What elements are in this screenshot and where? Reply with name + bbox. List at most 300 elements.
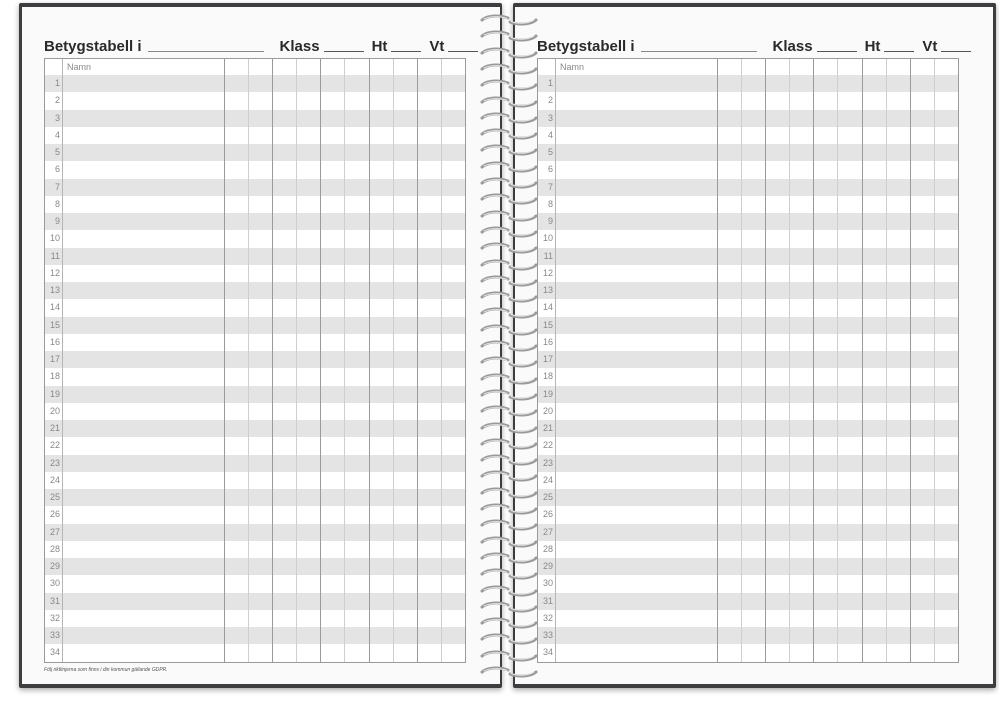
- grade-cell[interactable]: [935, 127, 958, 144]
- grade-cell[interactable]: [370, 282, 394, 299]
- grade-cell[interactable]: [321, 282, 345, 299]
- grade-cell[interactable]: [249, 317, 273, 334]
- grade-cell[interactable]: [790, 558, 814, 575]
- grade-cell[interactable]: [345, 437, 369, 454]
- name-cell[interactable]: [63, 627, 225, 644]
- grade-cell[interactable]: [370, 558, 394, 575]
- grade-cell[interactable]: [887, 213, 911, 230]
- grade-cell[interactable]: [370, 299, 394, 316]
- grade-cell[interactable]: [718, 213, 742, 230]
- grade-cell[interactable]: [718, 368, 742, 385]
- grade-cell[interactable]: [370, 144, 394, 161]
- grade-cell[interactable]: [742, 472, 766, 489]
- grade-cell[interactable]: [838, 610, 862, 627]
- grade-cell[interactable]: [297, 472, 321, 489]
- name-cell[interactable]: [63, 127, 225, 144]
- grade-cell[interactable]: [742, 213, 766, 230]
- grade-cell[interactable]: [370, 351, 394, 368]
- grade-cell[interactable]: [273, 299, 297, 316]
- name-cell[interactable]: [63, 92, 225, 109]
- grade-cell[interactable]: [766, 248, 790, 265]
- grade-cell[interactable]: [370, 541, 394, 558]
- grade-cell[interactable]: [249, 179, 273, 196]
- grade-cell[interactable]: [249, 230, 273, 247]
- grade-cell[interactable]: [887, 110, 911, 127]
- grade-cell[interactable]: [297, 317, 321, 334]
- grade-cell[interactable]: [742, 558, 766, 575]
- grade-cell[interactable]: [345, 541, 369, 558]
- grade-cell[interactable]: [863, 472, 887, 489]
- grade-cell[interactable]: [273, 282, 297, 299]
- grade-cell[interactable]: [321, 386, 345, 403]
- grade-cell[interactable]: [345, 282, 369, 299]
- grade-cell[interactable]: [321, 196, 345, 213]
- grade-cell[interactable]: [766, 644, 790, 661]
- grade-cell[interactable]: [814, 368, 838, 385]
- grade-cell[interactable]: [321, 92, 345, 109]
- grade-cell[interactable]: [321, 506, 345, 523]
- grade-cell[interactable]: [911, 248, 935, 265]
- grade-cell[interactable]: [225, 75, 249, 92]
- grade-cell[interactable]: [418, 437, 442, 454]
- grade-cell[interactable]: [345, 213, 369, 230]
- grade-cell[interactable]: [345, 455, 369, 472]
- grade-cell[interactable]: [838, 213, 862, 230]
- grade-cell[interactable]: [887, 627, 911, 644]
- grade-cell[interactable]: [370, 196, 394, 213]
- grade-cell[interactable]: [790, 317, 814, 334]
- grade-cell[interactable]: [766, 127, 790, 144]
- grade-cell[interactable]: [887, 92, 911, 109]
- grade-cell[interactable]: [321, 265, 345, 282]
- grade-cell[interactable]: [394, 299, 418, 316]
- grade-cell[interactable]: [742, 386, 766, 403]
- grade-cell[interactable]: [394, 506, 418, 523]
- grade-cell[interactable]: [321, 420, 345, 437]
- grade-cell[interactable]: [249, 506, 273, 523]
- grade-cell[interactable]: [418, 524, 442, 541]
- grade-cell[interactable]: [766, 403, 790, 420]
- grade-cell[interactable]: [838, 575, 862, 592]
- grade-cell[interactable]: [766, 351, 790, 368]
- grade-cell[interactable]: [273, 230, 297, 247]
- grade-cell[interactable]: [370, 644, 394, 661]
- grade-cell[interactable]: [345, 524, 369, 541]
- grade-cell[interactable]: [321, 368, 345, 385]
- name-cell[interactable]: [556, 248, 718, 265]
- name-cell[interactable]: [63, 541, 225, 558]
- grade-cell[interactable]: [935, 317, 958, 334]
- grade-cell[interactable]: [297, 386, 321, 403]
- grade-cell[interactable]: [742, 248, 766, 265]
- grade-cell[interactable]: [225, 489, 249, 506]
- grade-cell[interactable]: [345, 144, 369, 161]
- grade-cell[interactable]: [766, 265, 790, 282]
- grade-cell[interactable]: [911, 161, 935, 178]
- grade-cell[interactable]: [838, 248, 862, 265]
- grade-cell[interactable]: [394, 351, 418, 368]
- grade-cell[interactable]: [911, 92, 935, 109]
- grade-cell[interactable]: [790, 196, 814, 213]
- grade-cell[interactable]: [418, 472, 442, 489]
- name-cell[interactable]: [556, 558, 718, 575]
- grade-cell[interactable]: [766, 161, 790, 178]
- grade-cell[interactable]: [225, 265, 249, 282]
- grade-cell[interactable]: [321, 455, 345, 472]
- grade-cell[interactable]: [742, 541, 766, 558]
- grade-cell[interactable]: [249, 213, 273, 230]
- grade-cell[interactable]: [742, 179, 766, 196]
- grade-cell[interactable]: [935, 610, 958, 627]
- grade-cell[interactable]: [249, 282, 273, 299]
- grade-cell[interactable]: [911, 334, 935, 351]
- grade-cell[interactable]: [935, 368, 958, 385]
- grade-cell[interactable]: [297, 282, 321, 299]
- grade-cell[interactable]: [718, 524, 742, 541]
- grade-cell[interactable]: [442, 506, 465, 523]
- grade-cell[interactable]: [766, 282, 790, 299]
- grade-cell[interactable]: [394, 489, 418, 506]
- grade-cell[interactable]: [814, 127, 838, 144]
- grade-cell[interactable]: [863, 299, 887, 316]
- grade-cell[interactable]: [766, 110, 790, 127]
- grade-cell[interactable]: [321, 593, 345, 610]
- grade-cell[interactable]: [838, 317, 862, 334]
- grade-cell[interactable]: [742, 110, 766, 127]
- grade-cell[interactable]: [273, 144, 297, 161]
- name-cell[interactable]: [556, 92, 718, 109]
- grade-cell[interactable]: [442, 282, 465, 299]
- grade-cell[interactable]: [742, 368, 766, 385]
- grade-cell[interactable]: [766, 455, 790, 472]
- name-cell[interactable]: [556, 265, 718, 282]
- grade-cell[interactable]: [442, 644, 465, 661]
- grade-cell[interactable]: [442, 472, 465, 489]
- grade-cell[interactable]: [442, 627, 465, 644]
- grade-cell[interactable]: [297, 75, 321, 92]
- grade-cell[interactable]: [418, 593, 442, 610]
- grade-cell[interactable]: [249, 644, 273, 661]
- grade-cell[interactable]: [911, 455, 935, 472]
- grade-cell[interactable]: [742, 127, 766, 144]
- grade-cell[interactable]: [935, 575, 958, 592]
- grade-cell[interactable]: [321, 179, 345, 196]
- grade-cell[interactable]: [370, 213, 394, 230]
- grade-cell[interactable]: [887, 317, 911, 334]
- name-cell[interactable]: [63, 386, 225, 403]
- grade-cell[interactable]: [863, 644, 887, 661]
- grade-cell[interactable]: [273, 506, 297, 523]
- name-cell[interactable]: [63, 282, 225, 299]
- grade-cell[interactable]: [838, 282, 862, 299]
- grade-cell[interactable]: [273, 472, 297, 489]
- grade-cell[interactable]: [838, 161, 862, 178]
- grade-cell[interactable]: [370, 593, 394, 610]
- grade-cell[interactable]: [394, 196, 418, 213]
- grade-cell[interactable]: [370, 92, 394, 109]
- grade-cell[interactable]: [273, 610, 297, 627]
- grade-cell[interactable]: [790, 437, 814, 454]
- grade-cell[interactable]: [718, 75, 742, 92]
- grade-cell[interactable]: [838, 110, 862, 127]
- grade-cell[interactable]: [935, 299, 958, 316]
- grade-cell[interactable]: [249, 489, 273, 506]
- grade-cell[interactable]: [345, 110, 369, 127]
- grade-cell[interactable]: [911, 265, 935, 282]
- grade-cell[interactable]: [345, 317, 369, 334]
- grade-cell[interactable]: [394, 403, 418, 420]
- grade-cell[interactable]: [742, 144, 766, 161]
- name-cell[interactable]: [63, 489, 225, 506]
- grade-cell[interactable]: [742, 506, 766, 523]
- grade-cell[interactable]: [370, 575, 394, 592]
- grade-cell[interactable]: [370, 489, 394, 506]
- name-cell[interactable]: [556, 627, 718, 644]
- grade-cell[interactable]: [394, 179, 418, 196]
- name-cell[interactable]: [556, 196, 718, 213]
- grade-cell[interactable]: [935, 196, 958, 213]
- grade-cell[interactable]: [742, 334, 766, 351]
- grade-cell[interactable]: [911, 627, 935, 644]
- grade-cell[interactable]: [225, 386, 249, 403]
- grade-cell[interactable]: [766, 334, 790, 351]
- grade-cell[interactable]: [297, 558, 321, 575]
- grade-cell[interactable]: [418, 420, 442, 437]
- grade-cell[interactable]: [766, 179, 790, 196]
- grade-cell[interactable]: [442, 92, 465, 109]
- grade-cell[interactable]: [935, 282, 958, 299]
- grade-cell[interactable]: [442, 317, 465, 334]
- grade-cell[interactable]: [814, 299, 838, 316]
- name-cell[interactable]: [63, 161, 225, 178]
- grade-cell[interactable]: [790, 489, 814, 506]
- grade-cell[interactable]: [442, 161, 465, 178]
- grade-cell[interactable]: [814, 506, 838, 523]
- grade-cell[interactable]: [911, 558, 935, 575]
- grade-cell[interactable]: [394, 213, 418, 230]
- grade-cell[interactable]: [911, 179, 935, 196]
- grade-cell[interactable]: [814, 161, 838, 178]
- grade-cell[interactable]: [394, 92, 418, 109]
- grade-cell[interactable]: [273, 334, 297, 351]
- grade-cell[interactable]: [935, 541, 958, 558]
- grade-cell[interactable]: [814, 558, 838, 575]
- grade-cell[interactable]: [370, 248, 394, 265]
- grade-cell[interactable]: [418, 248, 442, 265]
- grade-cell[interactable]: [887, 386, 911, 403]
- grade-cell[interactable]: [394, 524, 418, 541]
- grade-cell[interactable]: [225, 317, 249, 334]
- grade-cell[interactable]: [370, 437, 394, 454]
- grade-cell[interactable]: [935, 506, 958, 523]
- grade-cell[interactable]: [814, 75, 838, 92]
- grade-cell[interactable]: [935, 248, 958, 265]
- grade-cell[interactable]: [790, 472, 814, 489]
- grade-cell[interactable]: [742, 265, 766, 282]
- grade-cell[interactable]: [418, 334, 442, 351]
- grade-cell[interactable]: [742, 403, 766, 420]
- grade-cell[interactable]: [838, 75, 862, 92]
- grade-cell[interactable]: [370, 472, 394, 489]
- grade-cell[interactable]: [887, 610, 911, 627]
- grade-cell[interactable]: [718, 265, 742, 282]
- grade-cell[interactable]: [297, 92, 321, 109]
- grade-cell[interactable]: [742, 196, 766, 213]
- grade-cell[interactable]: [766, 524, 790, 541]
- grade-cell[interactable]: [418, 455, 442, 472]
- grade-cell[interactable]: [718, 575, 742, 592]
- grade-cell[interactable]: [838, 127, 862, 144]
- grade-cell[interactable]: [742, 575, 766, 592]
- grade-cell[interactable]: [321, 541, 345, 558]
- grade-cell[interactable]: [249, 161, 273, 178]
- grade-cell[interactable]: [790, 110, 814, 127]
- grade-cell[interactable]: [790, 351, 814, 368]
- grade-cell[interactable]: [863, 593, 887, 610]
- grade-cell[interactable]: [742, 627, 766, 644]
- grade-cell[interactable]: [297, 196, 321, 213]
- grade-cell[interactable]: [370, 317, 394, 334]
- grade-cell[interactable]: [273, 265, 297, 282]
- grade-cell[interactable]: [418, 196, 442, 213]
- grade-cell[interactable]: [814, 230, 838, 247]
- grade-cell[interactable]: [370, 524, 394, 541]
- grade-cell[interactable]: [345, 127, 369, 144]
- name-cell[interactable]: [556, 317, 718, 334]
- grade-cell[interactable]: [718, 420, 742, 437]
- grade-cell[interactable]: [321, 75, 345, 92]
- grade-cell[interactable]: [790, 506, 814, 523]
- name-cell[interactable]: [63, 334, 225, 351]
- grade-cell[interactable]: [814, 403, 838, 420]
- grade-cell[interactable]: [442, 455, 465, 472]
- grade-cell[interactable]: [766, 144, 790, 161]
- name-cell[interactable]: [63, 213, 225, 230]
- grade-cell[interactable]: [394, 248, 418, 265]
- name-cell[interactable]: [556, 213, 718, 230]
- grade-cell[interactable]: [814, 420, 838, 437]
- grade-cell[interactable]: [249, 437, 273, 454]
- grade-cell[interactable]: [249, 558, 273, 575]
- grade-cell[interactable]: [418, 627, 442, 644]
- grade-cell[interactable]: [225, 420, 249, 437]
- grade-cell[interactable]: [790, 127, 814, 144]
- grade-cell[interactable]: [911, 351, 935, 368]
- grade-cell[interactable]: [442, 524, 465, 541]
- grade-cell[interactable]: [273, 403, 297, 420]
- grade-cell[interactable]: [249, 75, 273, 92]
- grade-cell[interactable]: [911, 127, 935, 144]
- grade-cell[interactable]: [935, 524, 958, 541]
- grade-cell[interactable]: [297, 506, 321, 523]
- grade-cell[interactable]: [225, 472, 249, 489]
- grade-cell[interactable]: [297, 541, 321, 558]
- grade-cell[interactable]: [838, 593, 862, 610]
- grade-cell[interactable]: [442, 403, 465, 420]
- grade-cell[interactable]: [225, 506, 249, 523]
- grade-cell[interactable]: [718, 437, 742, 454]
- name-cell[interactable]: [63, 644, 225, 661]
- grade-cell[interactable]: [273, 368, 297, 385]
- grade-cell[interactable]: [321, 299, 345, 316]
- grade-cell[interactable]: [863, 368, 887, 385]
- grade-cell[interactable]: [863, 144, 887, 161]
- grade-cell[interactable]: [766, 593, 790, 610]
- grade-cell[interactable]: [418, 403, 442, 420]
- grade-cell[interactable]: [935, 627, 958, 644]
- grade-cell[interactable]: [225, 196, 249, 213]
- grade-cell[interactable]: [887, 524, 911, 541]
- grade-cell[interactable]: [911, 386, 935, 403]
- grade-cell[interactable]: [935, 75, 958, 92]
- grade-cell[interactable]: [225, 92, 249, 109]
- grade-cell[interactable]: [935, 420, 958, 437]
- grade-cell[interactable]: [887, 558, 911, 575]
- grade-cell[interactable]: [863, 541, 887, 558]
- name-cell[interactable]: [556, 455, 718, 472]
- grade-cell[interactable]: [225, 334, 249, 351]
- grade-cell[interactable]: [887, 299, 911, 316]
- name-cell[interactable]: [556, 161, 718, 178]
- grade-cell[interactable]: [394, 334, 418, 351]
- grade-cell[interactable]: [225, 524, 249, 541]
- grade-cell[interactable]: [273, 489, 297, 506]
- grade-cell[interactable]: [273, 213, 297, 230]
- grade-cell[interactable]: [838, 386, 862, 403]
- grade-cell[interactable]: [394, 627, 418, 644]
- grade-cell[interactable]: [742, 299, 766, 316]
- grade-cell[interactable]: [718, 230, 742, 247]
- grade-cell[interactable]: [814, 196, 838, 213]
- grade-cell[interactable]: [297, 610, 321, 627]
- grade-cell[interactable]: [790, 179, 814, 196]
- grade-cell[interactable]: [935, 230, 958, 247]
- grade-cell[interactable]: [935, 144, 958, 161]
- grade-cell[interactable]: [742, 524, 766, 541]
- grade-cell[interactable]: [418, 75, 442, 92]
- grade-cell[interactable]: [418, 368, 442, 385]
- grade-cell[interactable]: [742, 593, 766, 610]
- grade-cell[interactable]: [790, 282, 814, 299]
- grade-cell[interactable]: [297, 403, 321, 420]
- grade-cell[interactable]: [718, 403, 742, 420]
- grade-cell[interactable]: [297, 351, 321, 368]
- grade-cell[interactable]: [911, 230, 935, 247]
- grade-cell[interactable]: [838, 144, 862, 161]
- grade-cell[interactable]: [766, 437, 790, 454]
- name-cell[interactable]: [63, 420, 225, 437]
- grade-cell[interactable]: [887, 420, 911, 437]
- grade-cell[interactable]: [838, 92, 862, 109]
- grade-cell[interactable]: [718, 334, 742, 351]
- grade-cell[interactable]: [766, 230, 790, 247]
- grade-cell[interactable]: [838, 627, 862, 644]
- grade-cell[interactable]: [225, 179, 249, 196]
- grade-cell[interactable]: [766, 196, 790, 213]
- grade-cell[interactable]: [418, 506, 442, 523]
- grade-cell[interactable]: [718, 248, 742, 265]
- grade-cell[interactable]: [814, 541, 838, 558]
- grade-cell[interactable]: [345, 610, 369, 627]
- grade-cell[interactable]: [718, 489, 742, 506]
- grade-cell[interactable]: [273, 127, 297, 144]
- grade-cell[interactable]: [297, 144, 321, 161]
- name-cell[interactable]: [556, 110, 718, 127]
- grade-cell[interactable]: [742, 230, 766, 247]
- name-cell[interactable]: [556, 541, 718, 558]
- name-cell[interactable]: [63, 472, 225, 489]
- grade-cell[interactable]: [394, 230, 418, 247]
